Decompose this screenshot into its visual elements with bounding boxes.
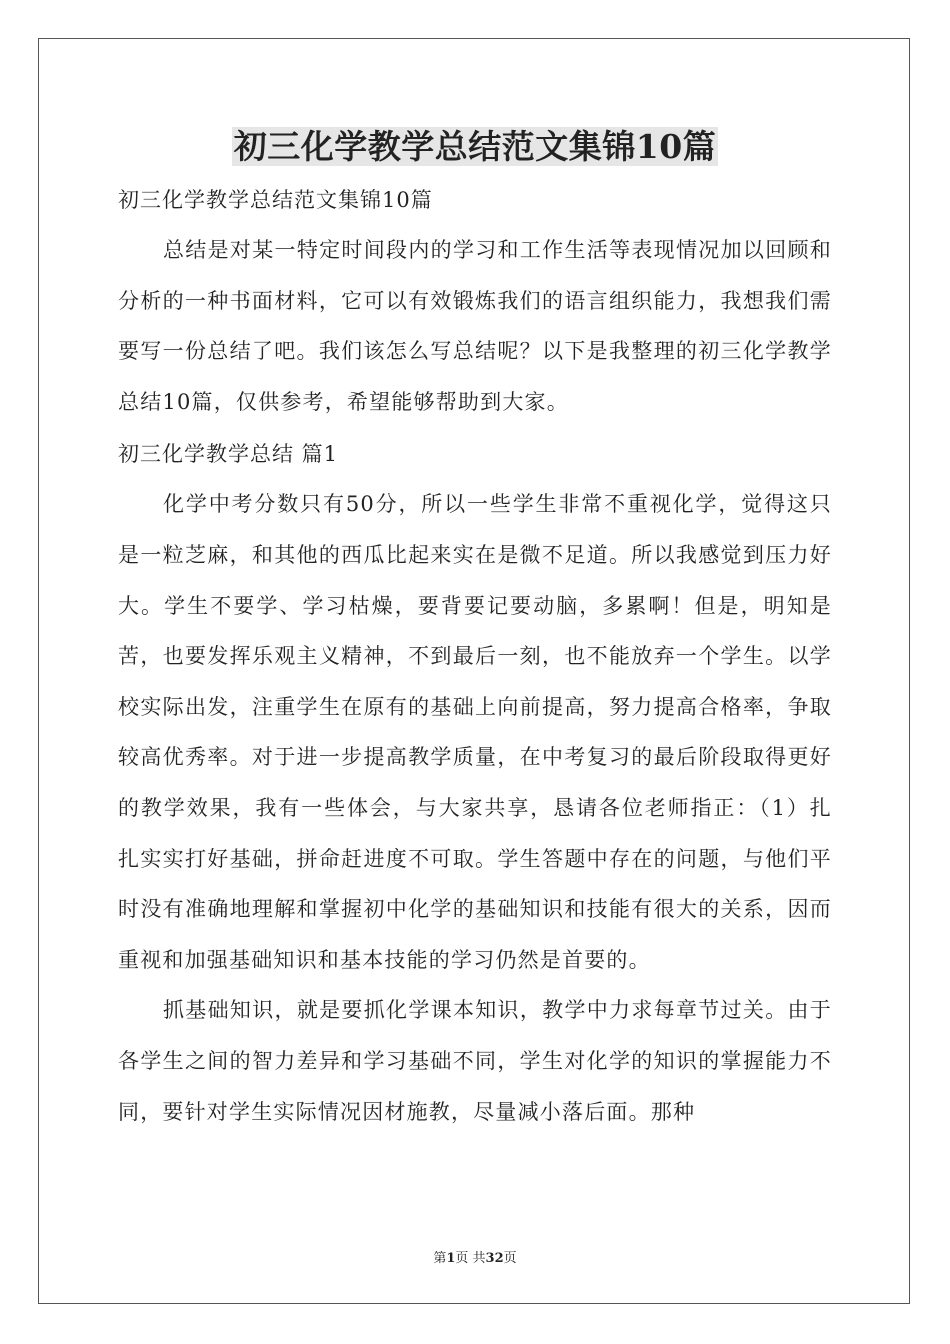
footer-mid: 页 共	[455, 1251, 486, 1266]
section-heading: 初三化学教学总结 篇1	[118, 442, 339, 467]
body-paragraph-1: 化学中考分数只有50分，所以一些学生非常不重视化学，觉得这只是一粒芝麻，和其他的西瓜比起来实在是微不足道。所以我感觉到压力好大。学生不要学、学习枯燥，要背要记要动脑，多累啊！但是，明知是苦，也要发挥乐观主义精神，不到最后一刻，也不能放弃一个学生。以学校实际出发，注重学生在原有的基础上向前提高，努力提高合格率，争取较高优秀率。对于进一步提高教学质量，在中考复习的最后阶段取得更好的教学效果，我有一些体会，与大家共享，恳请各位老师指正：（1）扎扎实实打好基础，拼命赶进度不可取。学生答题中存在的问题，与他们平时没有准确地理解和掌握初中化学的基础知识和技能有很大的关系，因而重视和加强基础知识和基本技能的学习仍然是首要的。	[118, 492, 832, 972]
document-body	[118, 178, 832, 1137]
intro-paragraph: 总结是对某一特定时间段内的学习和工作生活等表现情况加以回顾和分析的一种书面材料，它可以有效锻炼我们的语言组织能力，我想我们需要写一份总结了吧。我们该怎么写总结呢？以下是我整理的初三化学教学总结10篇，仅供参考，希望能够帮助到大家。	[118, 238, 832, 414]
footer-total-pages: 32	[485, 1251, 504, 1266]
footer-page-number: 1	[446, 1251, 456, 1266]
document-title	[0, 122, 950, 172]
body-paragraph-2: 抓基础知识，就是要抓化学课本知识，教学中力求每章节过关。由于各学生之间的智力差异和学习基础不同，学生对化学的知识的掌握能力不同，要针对学生实际情况因材施教，尽量减小落后面。那种	[118, 998, 832, 1124]
document-title-text: 初三化学教学总结范文集锦10篇	[233, 127, 717, 166]
page-footer	[0, 1247, 950, 1266]
footer-suffix: 页	[503, 1251, 517, 1266]
document-subtitle: 初三化学教学总结范文集锦10篇	[118, 188, 433, 212]
footer-prefix: 第	[433, 1251, 447, 1266]
